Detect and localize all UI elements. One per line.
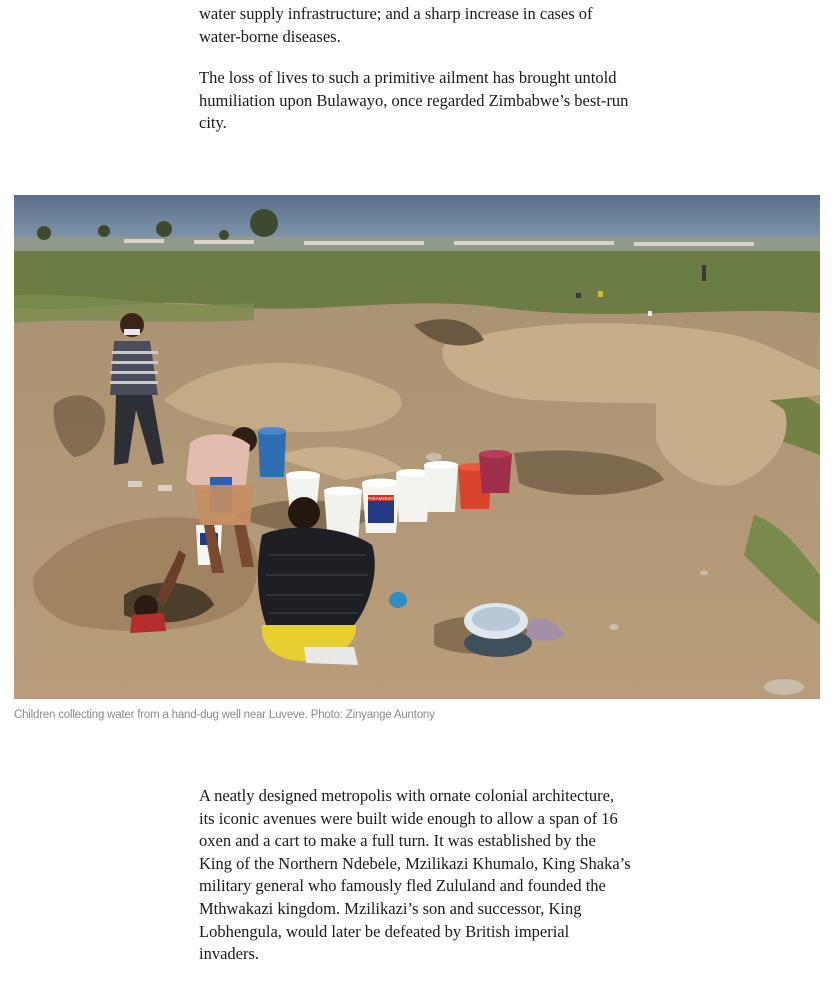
bucket-label: PARAMOUNT (366, 496, 396, 501)
blue-cup (389, 592, 407, 608)
photo-caption: Children collecting water from a hand-dug well near Luveve. Photo: Zinyange Auntony (14, 709, 435, 721)
article-paragraph: A neatly designed metropolis with ornate colonial architecture, its iconic avenues were built wide enough to allow a span of 16 oxen and a cart to make a full turn. It was established by the King of the Northern Ndebele, Mzilikazi Khumalo, King Shaka’s military general who famously fled Zululand and founded the Mthwakazi kingdom. Mzilikazi’s son and successor, King Lobhengula, would later be defeated by British imperial invaders. (199, 786, 631, 964)
article-paragraph: The loss of lives to such a primitive ailment has brought untold humiliation upon Bulawayo, once regarded Zimbabwe’s best-run city. (199, 68, 629, 133)
article-paragraph: water supply infrastructure; and a sharp increase in cases of water-borne diseases. (199, 4, 593, 46)
article-photo (14, 195, 820, 699)
